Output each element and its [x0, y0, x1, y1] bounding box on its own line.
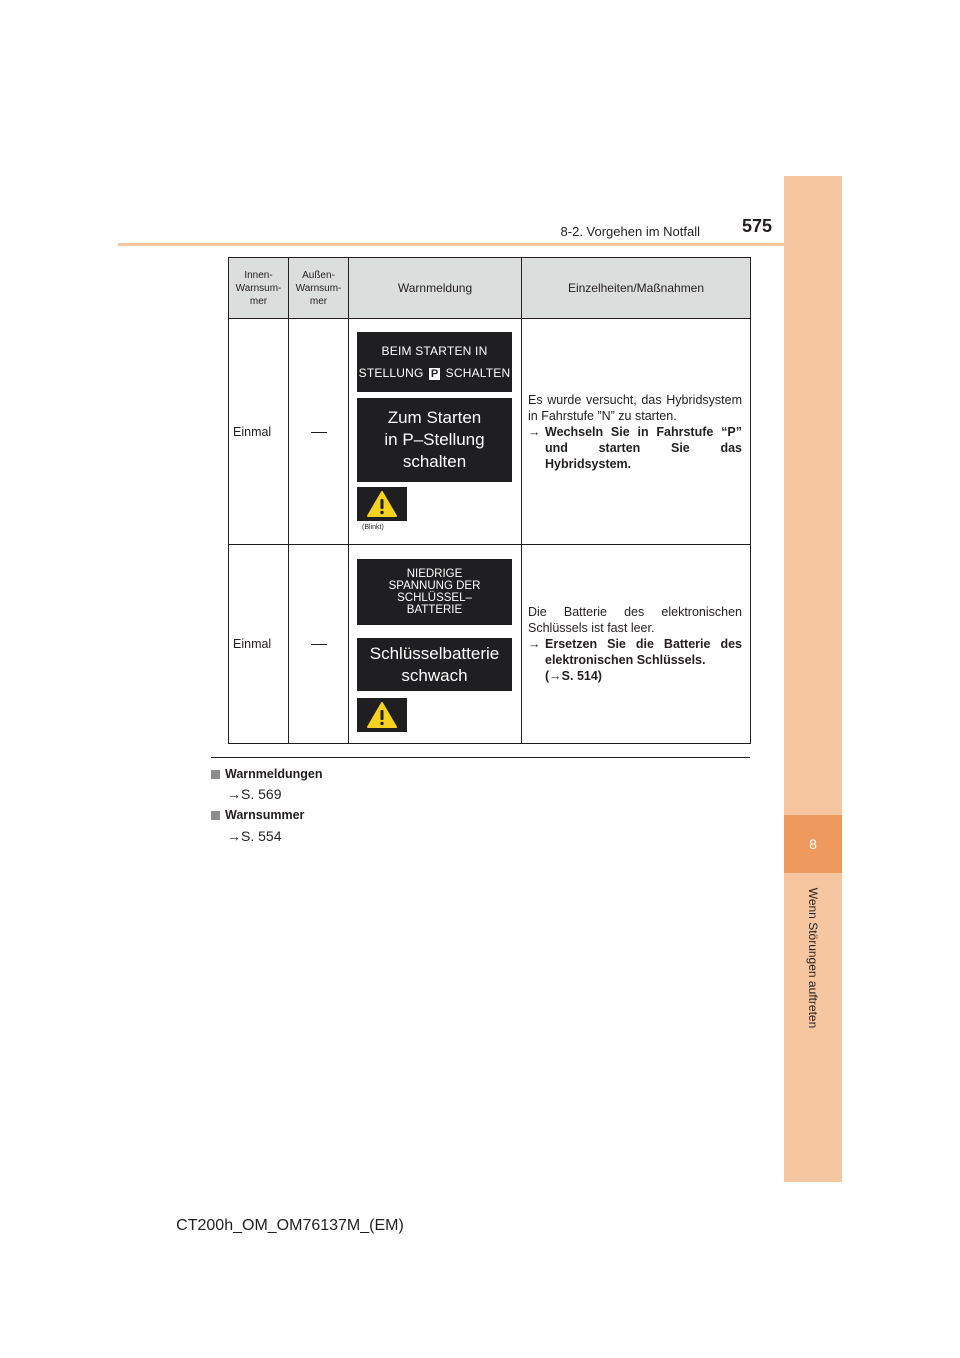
section-title: 8-2. Vorgehen im Notfall	[560, 224, 700, 239]
col-warning-message: Warnmeldung	[349, 258, 522, 319]
detail-action	[528, 636, 742, 684]
detail-action	[528, 424, 742, 472]
action-text: Wechseln Sie in Fahrstufe “P” und starten Sie das Hybridsystem.	[545, 424, 742, 471]
document-code: CT200h_OM_OM76137M_(EM)	[176, 1217, 404, 1234]
details-cell	[522, 545, 751, 744]
chapter-number: 8	[809, 836, 817, 852]
page-number: 575	[742, 216, 773, 236]
warning-message-cell	[349, 545, 522, 744]
bullet-square-icon	[211, 770, 220, 779]
message-display-upper: NIEDRIGE SPANNUNG DER SCHLÜSSEL– BATTERIE	[357, 559, 512, 625]
arrow-icon: →	[528, 424, 541, 439]
warning-table	[228, 257, 751, 744]
arrow-icon: →	[528, 637, 541, 651]
note-heading: Warnmeldungen	[211, 767, 322, 781]
detail-text: Die Batterie des elektronischen Schlüssels ist fast leer.	[528, 605, 742, 635]
chapter-title: Wenn Störungen auftreten	[806, 887, 820, 1029]
action-text: Ersetzen Sie die Batterie des elektronischen Schlüssels.	[545, 637, 742, 667]
inner-buzzer-cell: Einmal	[229, 319, 289, 545]
warning-tile	[357, 487, 407, 521]
inner-buzzer-cell: Einmal	[229, 545, 289, 744]
dash	[311, 432, 327, 433]
note-reference: →S. 554	[227, 828, 282, 844]
message-display-lower: Zum Starten in P–Stellung schalten	[357, 398, 512, 482]
warning-triangle-icon	[367, 491, 397, 517]
message-display-lower: Schlüsselbatterie schwach	[357, 638, 512, 691]
warning-triangle-icon	[367, 702, 397, 728]
details-cell	[522, 319, 751, 545]
col-outer-buzzer: Außen- Warnsum- mer	[289, 258, 349, 319]
col-inner-buzzer: Innen- Warnsum- mer	[229, 258, 289, 319]
chapter-sidebar	[784, 176, 842, 1182]
table-header-row	[229, 258, 751, 319]
blink-note: (Blinkt)	[362, 524, 384, 531]
page-reference: (→S. 514)	[545, 669, 602, 683]
p-indicator: P	[430, 368, 439, 380]
note-reference: →S. 569	[227, 786, 282, 802]
warning-message-cell	[349, 319, 522, 545]
bullet-square-icon	[211, 811, 220, 820]
outer-buzzer-cell	[289, 319, 349, 545]
section-divider	[211, 757, 750, 758]
detail-text: Es wurde versucht, das Hybridsystem in Fahrstufe ”N” zu starten.	[528, 392, 742, 423]
dash	[311, 644, 327, 645]
warning-tile	[357, 698, 407, 732]
chapter-number-tab	[784, 815, 842, 873]
table-row	[229, 545, 751, 744]
header-rule	[118, 243, 842, 246]
message-display-upper: BEIM STARTEN IN STELLUNG P SCHALTEN	[357, 332, 512, 392]
outer-buzzer-cell	[289, 545, 349, 744]
note-heading: Warnsummer	[211, 808, 304, 822]
col-details: Einzelheiten/Maßnahmen	[522, 258, 751, 319]
table-row	[229, 319, 751, 545]
